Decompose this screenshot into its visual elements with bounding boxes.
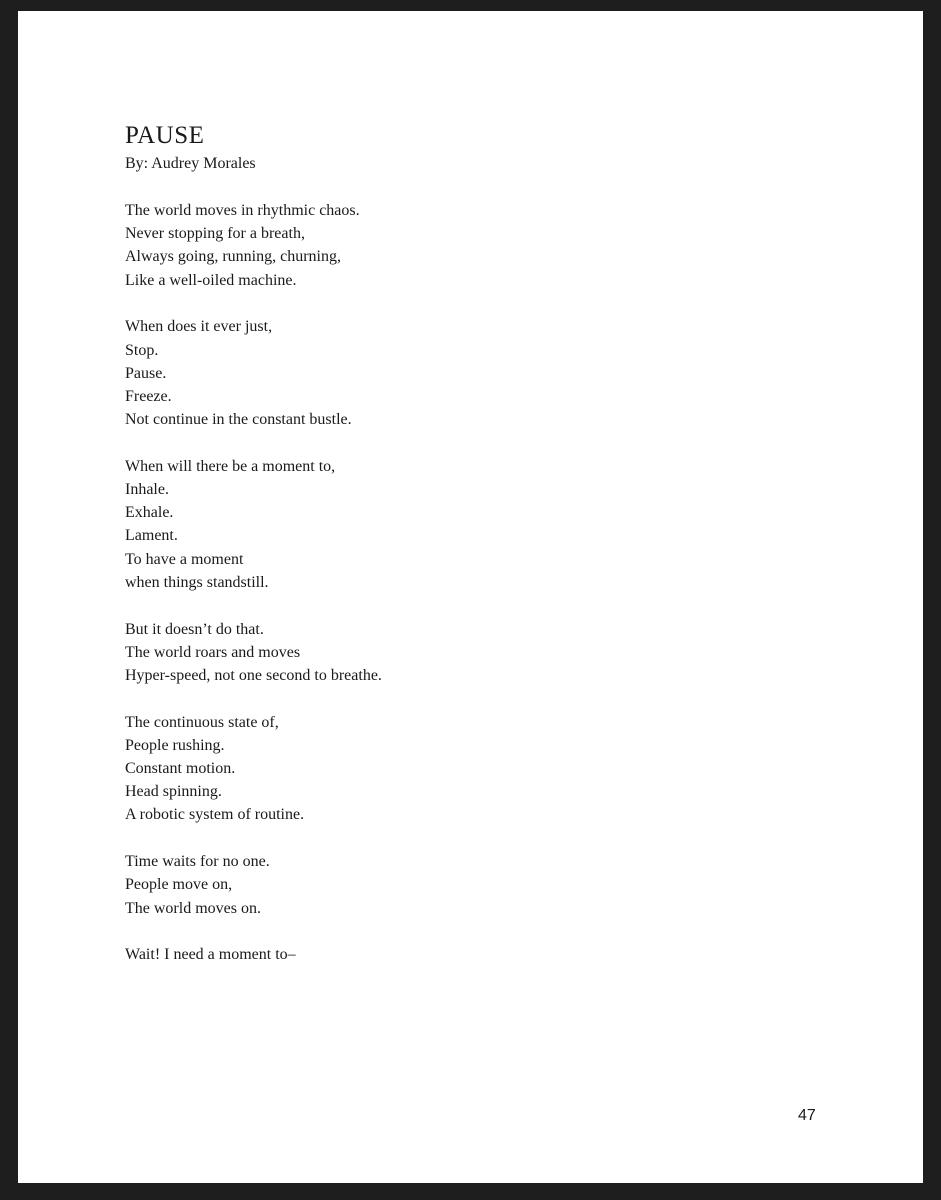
stanza [125,711,825,827]
poem-line: Always going, running, churning, [125,248,341,266]
poem-line: People move on, [125,876,233,894]
stanza [125,943,825,966]
stanza [125,455,825,594]
poem-byline: By: Audrey Morales [125,155,256,172]
poem-line: Exhale. [125,504,174,522]
poem-line: People rushing. [125,736,225,754]
poem-line: Inhale. [125,481,169,499]
poem-line: The continuous state of, [125,713,279,731]
poem-line: The world moves on. [125,899,261,917]
poem-line: Lament. [125,527,178,545]
poem-line: The world moves in rhythmic chaos. [125,202,360,219]
stanza [125,850,825,920]
poem [125,121,825,966]
poem-title: PAUSE [125,122,205,149]
document-page [18,11,923,1183]
poem-line: Wait! I need a moment to– [125,946,296,964]
stanza [125,618,825,688]
poem-line: Constant motion. [125,760,236,778]
poem-line: Pause. [125,364,167,382]
poem-line: Time waits for no one. [125,853,270,871]
stanza [125,315,825,431]
stanza [125,199,825,292]
poem-line: when things standstill. [125,573,269,591]
poem-line: Freeze. [125,387,172,405]
poem-line: When does it ever just, [125,318,273,336]
poem-line: But it doesn’t do that. [125,620,264,638]
page-number: 47 [798,1107,816,1124]
poem-line: Head spinning. [125,783,222,801]
poem-line: Stop. [125,341,159,359]
poem-line: A robotic system of routine. [125,806,305,824]
poem-line: The world roars and moves [125,643,301,661]
poem-line: Hyper-speed, not one second to breathe. [125,666,382,684]
poem-line: Not continue in the constant bustle. [125,411,352,429]
poem-line: Never stopping for a breath, [125,225,305,243]
poem-line: Like a well-oiled machine. [125,271,297,289]
poem-line: To have a moment [125,550,244,568]
poem-line: When will there be a moment to, [125,457,336,475]
